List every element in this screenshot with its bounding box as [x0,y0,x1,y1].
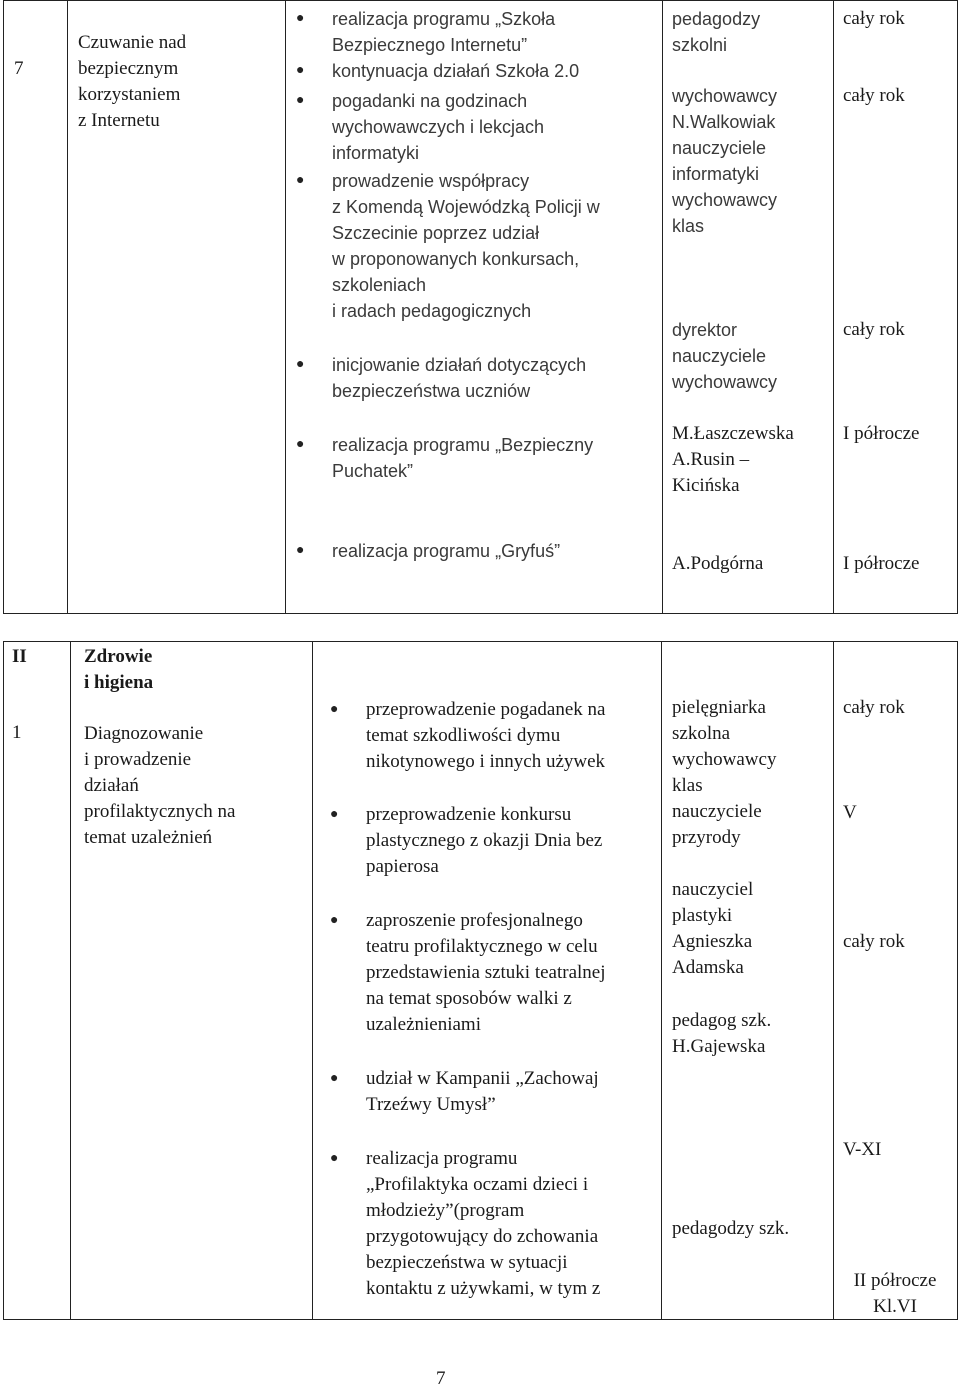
table2-bottom-border [3,1319,957,1320]
section-number: II [12,646,27,667]
table1-col-line-0 [3,0,4,614]
task-item: pogadanki na godzinach wychowawczych i lekcjach informatyki [332,91,545,163]
task-item: udział w Kampanii „Zachowaj Trzeźwy Umysł” [366,1068,599,1115]
section-title: Zdrowie i higiena [84,646,154,693]
responsible-item: dyrektor nauczyciele wychowawcy [672,320,778,392]
table1-col-line-1 [67,0,68,614]
term-item: cały rok [843,85,905,106]
responsible-item: M.Łaszczewska A.Rusin – Kicińska [672,423,794,496]
bullet-icon: ● [296,543,305,558]
table2-col-line-1 [70,641,71,1320]
responsible-item: wychowawcy N.Walkowiak nauczyciele informatyki wychowawcy klas [672,86,778,236]
page-number: 7 [436,1368,446,1389]
bullet-icon: ● [296,173,305,188]
task-item: zaproszenie profesjonalnego teatru profilaktycznego w celu przedstawienia sztuki teatralnej na temat sposobów walki z uzależnieniami [366,910,606,1035]
task-item: realizacja programu „Gryfuś” [332,541,561,561]
term-item: V [843,802,857,823]
topic-cell: Diagnozowanie i prowadzenie działań profilaktycznych na temat uzależnień [84,723,236,848]
task-item: przeprowadzenie konkursu plastycznego z okazji Dnia bez papierosa [366,804,603,877]
table2-col-line-0 [3,641,4,1320]
table2-col-line-5 [957,641,958,1320]
responsible-item: A.Podgórna [672,553,764,574]
task-item: kontynuacja działań Szkoła 2.0 [332,61,580,81]
table1-col-line-5 [957,0,958,614]
row-number: 7 [14,58,24,79]
table2-col-line-4 [833,641,834,1320]
responsible-item: pedagodzy szk. [672,1218,790,1239]
bullet-icon: ● [330,913,339,928]
table1-col-line-4 [833,0,834,614]
term-item: II półrocze Kl.VI [853,1270,937,1317]
responsible-item: nauczyciel plastyki Agnieszka Adamska [672,879,754,978]
table2-col-line-2 [312,641,313,1320]
bullet-icon: ● [330,1151,339,1166]
table2-top-border [3,641,957,642]
responsible-item: pedagodzy szkolni [672,9,761,55]
task-item: inicjowanie działań dotyczących bezpieczeństwa uczniów [332,355,587,401]
bullet-icon: ● [296,357,305,372]
table1-col-line-2 [285,0,286,614]
table1-top-border [3,0,957,1]
table1-col-line-3 [662,0,663,614]
task-item: przeprowadzenie pogadanek na temat szkodliwości dymu nikotynowego i innych używek [366,699,606,772]
bullet-icon: ● [296,11,305,26]
bullet-icon: ● [296,63,305,78]
sub-number: 1 [12,722,22,743]
bullet-icon: ● [330,1071,339,1086]
task-item: realizacja programu „Szkoła Bezpiecznego Internetu” [332,9,556,55]
bullet-icon: ● [296,93,305,108]
responsible-item: pedagog szk. H.Gajewska [672,1010,772,1057]
task-item: realizacja programu „Bezpieczny Puchatek” [332,435,594,481]
term-item: V-XI [843,1139,882,1160]
bullet-icon: ● [330,702,339,717]
table2-col-line-3 [661,641,662,1320]
term-item: I półrocze [843,553,920,574]
term-item: cały rok [843,319,905,340]
task-item: prowadzenie współpracy z Komendą Wojewódzką Policji w Szczecinie poprzez udział w proponowanych konkursach, szkoleniach i radach pedagogicznych [332,171,600,321]
term-item: cały rok [843,931,905,952]
term-item: cały rok [843,8,905,29]
term-item: I półrocze [843,423,920,444]
topic-cell: Czuwanie nad bezpiecznym korzystaniem z Internetu [78,32,187,131]
task-item: realizacja programu „Profilaktyka oczami dzieci i młodzieży”(program przygotowujący do zchowania bezpieczeństwa w sytuacji kontaktu z używkami, w tym z [366,1148,601,1299]
table1-bottom-border [3,613,957,614]
bullet-icon: ● [296,437,305,452]
term-item: cały rok [843,697,905,718]
responsible-item: pielęgniarka szkolna wychowawcy klas nauczyciele przyrody [672,697,777,848]
bullet-icon: ● [330,807,339,822]
